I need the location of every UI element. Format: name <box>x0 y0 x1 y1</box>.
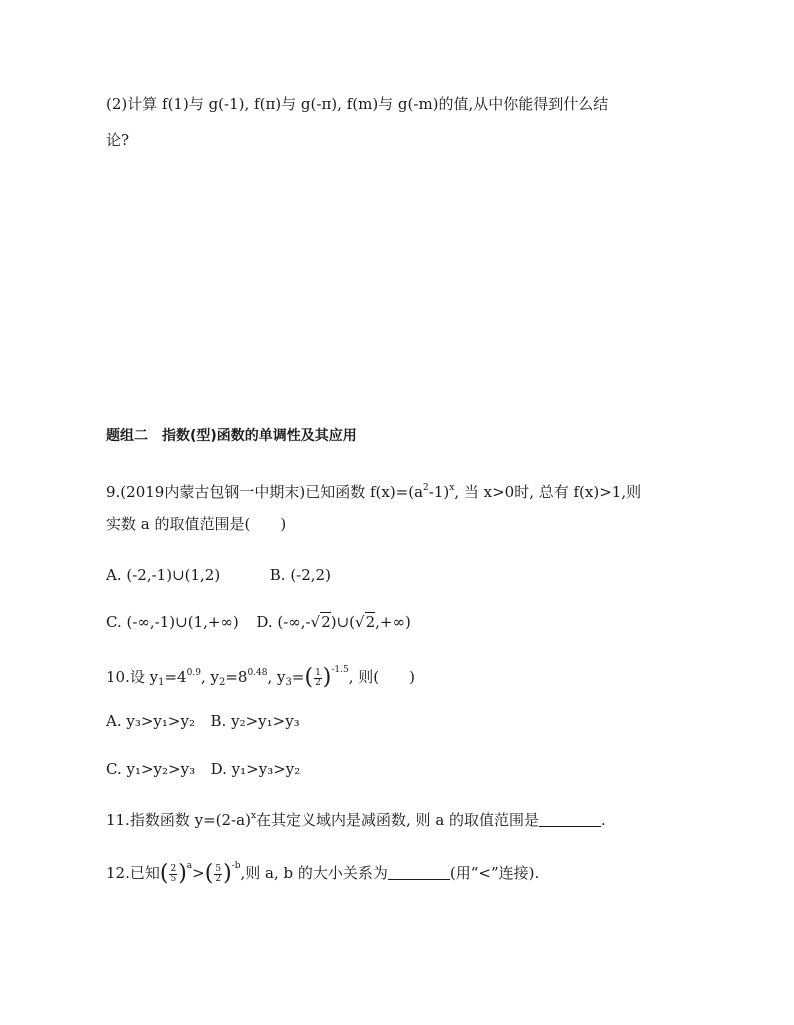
q12-paren1-open: ( <box>159 861 169 886</box>
q10-c1: , y <box>200 668 219 686</box>
q12-paren1-close: ) <box>178 861 187 886</box>
q9-mid: -1) <box>428 483 450 501</box>
q11-pre: 11.指数函数 y=(2-a) <box>106 811 251 829</box>
q10-exp3: -1.5 <box>331 665 349 675</box>
group2-heading: 题组二 指数(型)函数的单调性及其应用 <box>106 428 357 444</box>
q10-options-ab <box>106 711 300 731</box>
q12-paren2-open: ( <box>204 861 214 886</box>
q10-frac-num: 1 <box>315 667 321 678</box>
q10-sub1: 1 <box>158 677 165 688</box>
q11-sup: x <box>250 811 257 821</box>
q12-fraction2 <box>214 865 222 884</box>
q12-f1-den: 5 <box>170 873 177 884</box>
q10-eq2: =8 <box>225 668 248 686</box>
q9-option-b: B. (-2,2) <box>269 566 331 584</box>
q10-frac-den: 2 <box>315 677 321 688</box>
q-part2-line1: (2)计算 f(1)与 g(-1), f(π)与 g(-π), f(m)与 g(-m)的值,从中你能得到什么结 <box>106 95 609 113</box>
q10-eq3: = <box>291 668 305 686</box>
q11-end: . <box>601 811 606 829</box>
q9-option-d-pre: D. (-∞,- <box>256 613 311 631</box>
q10-c2: , y <box>267 668 286 686</box>
q12-line <box>106 856 539 884</box>
q12-end: (用“<”连接). <box>449 864 540 882</box>
q11-post: 在其定义域内是减函数, 则 a 的取值范围是 <box>256 811 540 829</box>
q12-pre: 12.已知 <box>106 864 160 882</box>
q-part2-line2: 论? <box>106 131 130 149</box>
q10-sub2: 2 <box>218 677 226 688</box>
q10-fraction <box>314 669 322 688</box>
q10-exp2: 0.48 <box>247 668 268 678</box>
q12-post: ,则 a, b 的大小关系为 <box>240 864 388 882</box>
q12-answer-blank[interactable] <box>388 865 450 880</box>
q12-gt: > <box>192 864 205 882</box>
q9-option-d-sqrt1: 2 <box>321 613 331 631</box>
q9-option-a: A. (-2,-1)∪(1,2) <box>106 566 221 584</box>
q10-options-cd <box>106 759 300 779</box>
q10-post: , 则( ) <box>348 668 415 686</box>
q10-option-d: D. y₁>y₃>y₂ <box>210 760 301 778</box>
q9-sup-a: 2 <box>423 483 429 493</box>
q12-f2-den: 2 <box>215 873 222 884</box>
q9-option-d: D. (-∞,-√2)∪(√2,+∞) <box>256 613 411 631</box>
q12-paren2-close: ) <box>223 861 232 886</box>
q9-options-cd <box>106 612 411 632</box>
q11-answer-blank[interactable] <box>539 812 601 827</box>
q9-line2: 实数 a 的取值范围是( ) <box>106 515 287 533</box>
q9-line1 <box>106 478 641 502</box>
q10-paren-open: ( <box>304 665 314 690</box>
q10-sub3: 3 <box>285 677 292 688</box>
q12-exp2: -b <box>231 861 241 871</box>
q11-line <box>106 806 606 830</box>
q12-f2-num: 5 <box>215 863 222 874</box>
q10-line <box>106 660 415 693</box>
q12-fraction1 <box>169 865 177 884</box>
q9-intro: 9.(2019内蒙古包钢一中期末)已知函数 f(x)=(a <box>106 483 424 501</box>
q10-exp1: 0.9 <box>186 668 201 678</box>
q9-option-d-post: ,+∞) <box>375 613 411 631</box>
q10-option-c: C. y₁>y₂>y₃ <box>106 760 196 778</box>
q10-option-b: B. y₂>y₁>y₃ <box>210 712 300 730</box>
q10-option-a: A. y₃>y₁>y₂ <box>106 712 195 730</box>
q10-paren-close: ) <box>322 665 332 690</box>
q9-rest: , 当 x>0时, 总有 f(x)>1,则 <box>454 483 642 501</box>
q9-option-d-sqrt2: 2 <box>365 613 376 631</box>
q9-sup-x: x <box>449 483 455 493</box>
q10-pre: 10.设 y <box>106 668 159 686</box>
q9-option-c: C. (-∞,-1)∪(1,+∞) <box>106 613 239 631</box>
q10-eq1: =4 <box>164 668 187 686</box>
q9-options-ab <box>106 565 331 585</box>
q9-option-d-mid: )∪( <box>330 613 356 631</box>
q12-exp1: a <box>186 861 193 871</box>
q12-f1-num: 2 <box>170 863 177 874</box>
